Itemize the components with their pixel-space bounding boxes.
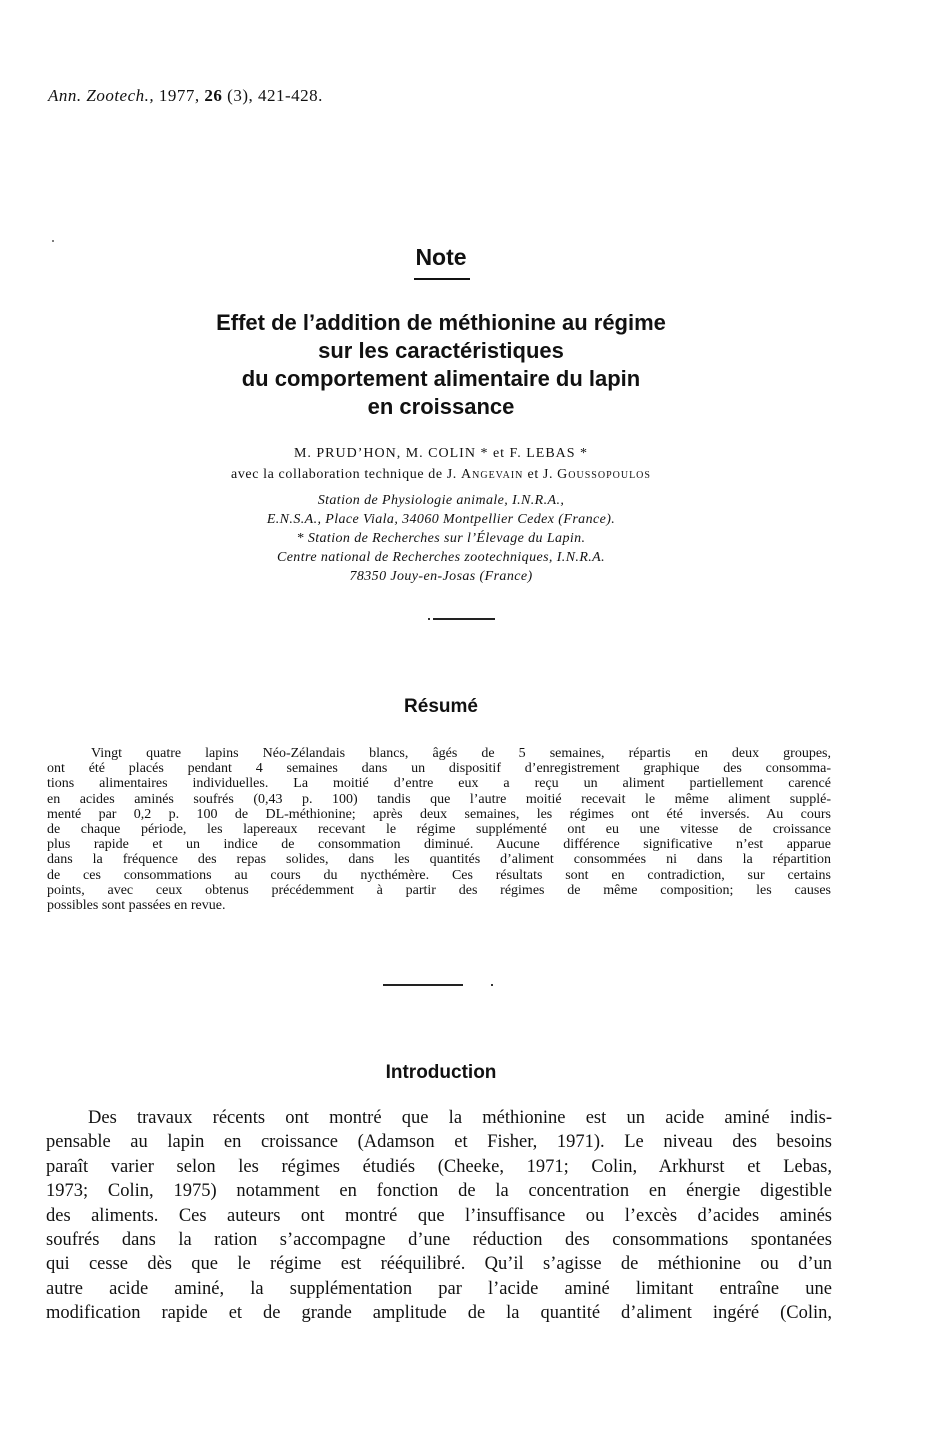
abstract-line: dans la fréquence des repas solides, dans les quantités d’aliment consommées ni dans la répartition xyxy=(47,852,831,868)
abstract-line: de chaque période, les lapereaux recevant le régime supplémenté ont eu une vitesse de croissance xyxy=(47,822,831,838)
intro-line: Des travaux récents ont montré que la méthionine est un acide aminé indis- xyxy=(88,1108,832,1128)
intro-line: soufrés dans la ration s’accompagne d’une réduction des consommations spontanées xyxy=(46,1230,832,1251)
abstract-line: en acides aminés soufrés (0,43 p. 100) tandis que l’autre moitié recevait le même aliment supplé- xyxy=(47,791,831,807)
citation-line xyxy=(48,86,323,106)
intro-line: autre acide aminé, la supplémentation par l’acide aminé limitant entraîne une xyxy=(46,1278,832,1299)
title-line: en croissance xyxy=(367,394,515,419)
collab-mid: et J. xyxy=(527,467,554,482)
separator-rule xyxy=(433,618,495,620)
introduction-paragraph xyxy=(46,1106,832,1326)
publication-year: 1977, xyxy=(158,86,200,105)
collaborator-name: Angevain xyxy=(461,467,524,482)
collaborator-name: Goussopoulos xyxy=(557,467,651,482)
abstract-line: possibles sont passées en revue. xyxy=(47,898,226,914)
intro-line: paraît varier selon les régimes étudiés (Cheeke, 1971; Colin, Arkhurst et Lebas, xyxy=(46,1156,832,1177)
separator-dot xyxy=(428,618,430,620)
introduction-heading: Introduction xyxy=(385,1062,497,1083)
note-heading: Note xyxy=(415,244,467,270)
title-line: sur les caractéristiques xyxy=(318,338,564,363)
scan-speck xyxy=(52,240,54,242)
issue-pages: (3), 421-428. xyxy=(227,86,323,105)
abstract-line: menté par 0,2 p. 100 de DL-méthionine; après deux semaines, les régimes ont été inversés. Au cours xyxy=(47,806,831,822)
affiliation-line: Station de Physiologie animale, I.N.R.A., xyxy=(317,493,565,508)
affiliation-line: E.N.S.A., Place Viala, 34060 Montpellier Cedex (France). xyxy=(266,512,616,527)
abstract-line: plus rapide et un indice de consommation diminué. Aucune différence significative n’est apparue xyxy=(47,837,831,853)
abstract-line: points, avec ceux obtenus précédemment à partir des régimes de même composition; les causes xyxy=(47,882,831,898)
abstract-line: de ces consommations au cours du nycthémère. Ces résultats sont en contradiction, sur certains xyxy=(47,867,831,883)
abstract-paragraph xyxy=(47,746,831,913)
article-title xyxy=(0,309,882,421)
abstract-line: Vingt quatre lapins Néo-Zélandais blancs, âgés de 5 semaines, répartis en deux groupes, xyxy=(91,746,831,761)
affiliations xyxy=(0,491,882,586)
author-list: M. PRUD’HON, M. COLIN * et F. LEBAS * xyxy=(293,446,589,461)
technical-collaboration xyxy=(0,467,882,483)
title-line: Effet de l’addition de méthionine au régime xyxy=(216,310,666,335)
intro-line: qui cesse dès que le régime est rééquilibré. Qu’il s’agisse de méthionine ou d’un xyxy=(46,1254,832,1275)
journal-name: Ann. Zootech., xyxy=(48,86,155,105)
separator-rule xyxy=(383,984,463,986)
abstract-line: ont été placés pendant 4 semaines dans un dispositif d’enregistrement graphique des consomma- xyxy=(47,761,831,777)
affiliation-line: * Station de Recherches sur l’Élevage du Lapin. xyxy=(296,531,586,546)
affiliation-line: Centre national de Recherches zootechniques, I.N.R.A. xyxy=(276,550,606,565)
separator-dot xyxy=(491,984,493,986)
title-line: du comportement alimentaire du lapin xyxy=(241,366,641,391)
intro-line: pensable au lapin en croissance (Adamson et Fisher, 1971). Le niveau des besoins xyxy=(46,1132,832,1153)
resume-heading: Résumé xyxy=(404,696,478,717)
abstract-line: tions alimentaires individuelles. La moitié d’entre eux a reçu un aliment partiellement carencé xyxy=(47,776,831,792)
intro-line: 1973; Colin, 1975) notamment en fonction de la concentration en énergie digestible xyxy=(46,1181,832,1202)
affiliation-line: 78350 Jouy-en-Josas (France) xyxy=(349,569,533,584)
collab-prefix: avec la collaboration technique de J. xyxy=(231,467,457,482)
note-underline xyxy=(414,278,470,280)
intro-line: des aliments. Ces auteurs ont montré que l’insuffisance ou l’excès d’acides aminés xyxy=(46,1205,832,1226)
intro-line: modification rapide et de grande amplitude de la quantité d’aliment ingéré (Colin, xyxy=(46,1303,832,1324)
volume-number: 26 xyxy=(204,86,223,105)
